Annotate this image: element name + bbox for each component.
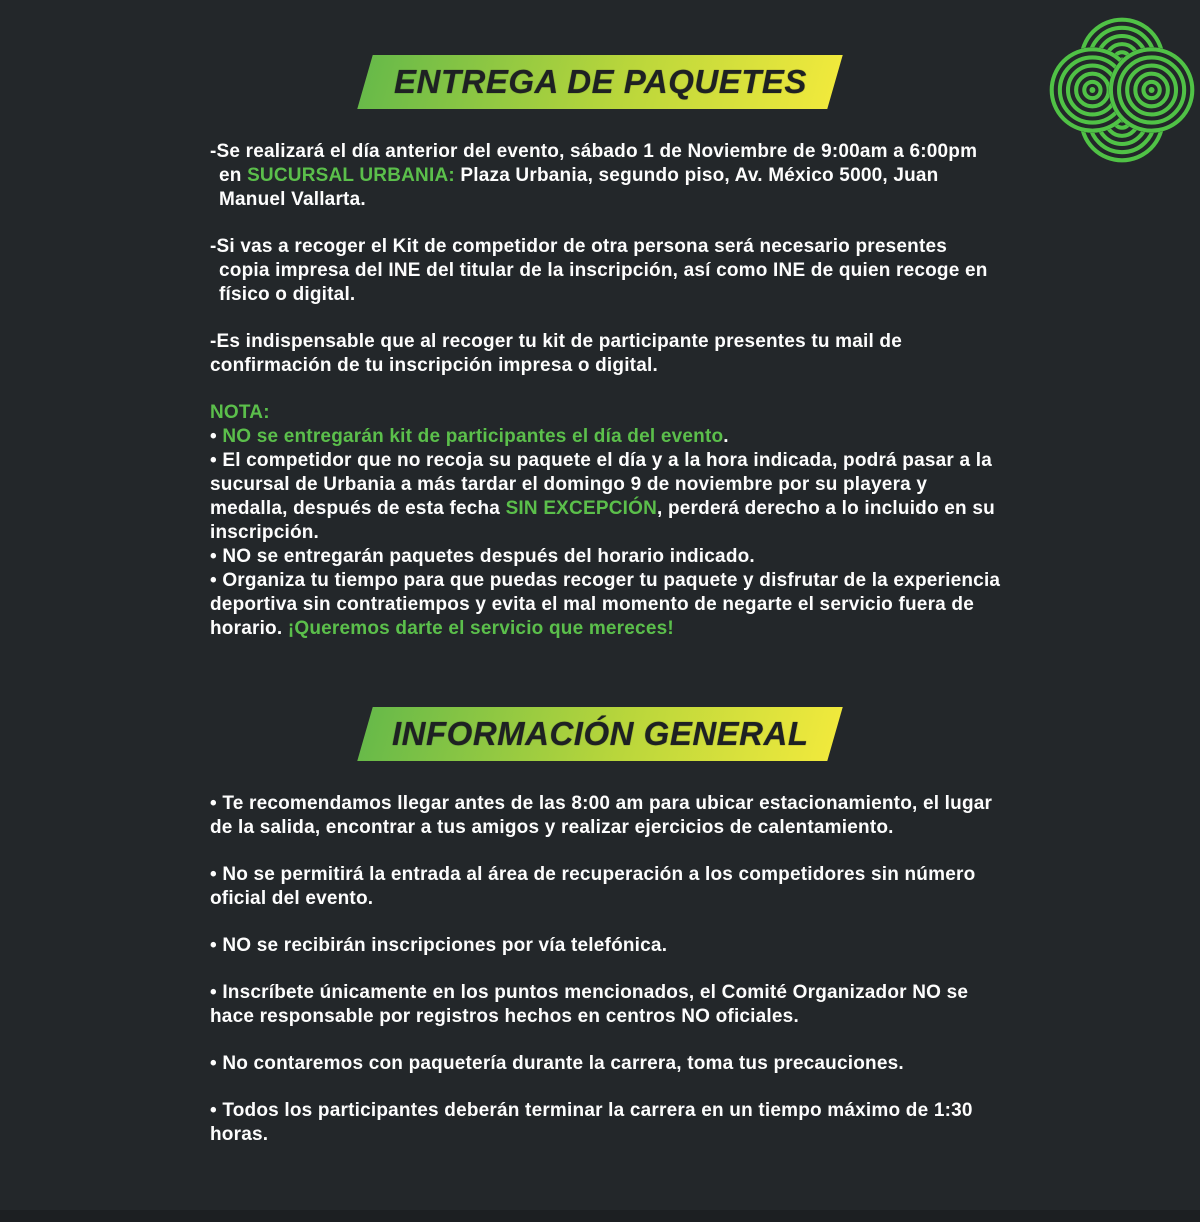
paragraph (210, 235, 1002, 307)
bottom-edge-strip (0, 1210, 1200, 1222)
body-text: • No contaremos con paquetería durante la carrera, toma tus precauciones. (210, 1053, 904, 1074)
body-text: . (723, 426, 729, 447)
body-text: • NO se recibirán inscripciones por vía telefónica. (210, 935, 668, 956)
section-title: ENTREGA DE PAQUETES (393, 63, 807, 100)
highlighted-text: SIN EXCEPCIÓN (505, 498, 658, 519)
paragraph (210, 425, 1002, 449)
body-text: -Se realizará el día anterior del evento, sábado 1 de Noviembre de 9:00am a 6:00pm en (210, 141, 978, 186)
section-banner (357, 707, 842, 761)
section-title: INFORMACIÓN GENERAL (391, 715, 809, 752)
paragraph (210, 1099, 1002, 1147)
paragraph (210, 792, 1002, 840)
highlighted-text: NOTA: (210, 402, 270, 423)
paragraph (210, 449, 1002, 545)
body-text: , perderá derecho a lo incluido en su inscripción. (210, 498, 995, 543)
paragraph (210, 401, 1002, 425)
body-text: • (210, 426, 223, 447)
highlighted-text: ¡Queremos darte el servicio que mereces! (287, 618, 674, 639)
paragraph (210, 863, 1002, 911)
section-content (210, 792, 1002, 1147)
body-text: • No se permitirá la entrada al área de recuperación a los competidores sin número oficial del evento. (210, 864, 976, 909)
body-text: • NO se entregarán paquetes después del horario indicado. (210, 546, 755, 567)
highlighted-text: SUCURSAL URBANIA: (247, 165, 455, 186)
section-informacion-general (0, 707, 1200, 1147)
paragraph (210, 569, 1002, 641)
body-text: • Inscríbete únicamente en los puntos mencionados, el Comité Organizador NO se hace responsable por registros hechos en centros NO oficiales. (210, 982, 969, 1027)
highlighted-text: NO se entregarán kit de participantes el día del evento (222, 426, 724, 447)
body-text: • Organiza tu tiempo para que puedas recoger tu paquete y disfrutar de la experiencia deportiva sin contratiempos y evita el mal momento de negarte el servicio fuera de horario. (210, 570, 1001, 639)
paragraph (210, 545, 1002, 569)
body-text: Plaza Urbania, segundo piso, Av. México 5000, Juan Manuel Vallarta. (219, 165, 939, 210)
paragraph (210, 330, 1002, 378)
body-text: • El competidor que no recoja su paquete el día y a la hora indicada, podrá pasar a la sucursal de Urbania a más tardar el domingo 9 de noviembre por su playera y medalla, después de esta fecha (210, 450, 992, 519)
paragraph (210, 1052, 1002, 1076)
section-banner (357, 55, 842, 109)
body-text: -Es indispensable que al recoger tu kit de participante presentes tu mail de confirmación de tu inscripción impresa o digital. (210, 331, 903, 376)
body-text: • Todos los participantes deberán terminar la carrera en un tiempo máximo de 1:30 horas. (210, 1100, 973, 1145)
body-text: • Te recomendamos llegar antes de las 8:00 am para ubicar estacionamiento, el lugar de la salida, encontrar a tus amigos y realizar ejercicios de calentamiento. (210, 793, 993, 838)
body-text: -Si vas a recoger el Kit de competidor de otra persona será necesario presentes copia impresa del INE del titular de la inscripción, así como INE de quien recoge en físico o digital. (210, 236, 988, 305)
paragraph (210, 934, 1002, 958)
paragraph (210, 140, 1002, 212)
paragraph (210, 981, 1002, 1029)
section-content (210, 140, 1002, 641)
brand-logo-icon (1048, 16, 1196, 164)
